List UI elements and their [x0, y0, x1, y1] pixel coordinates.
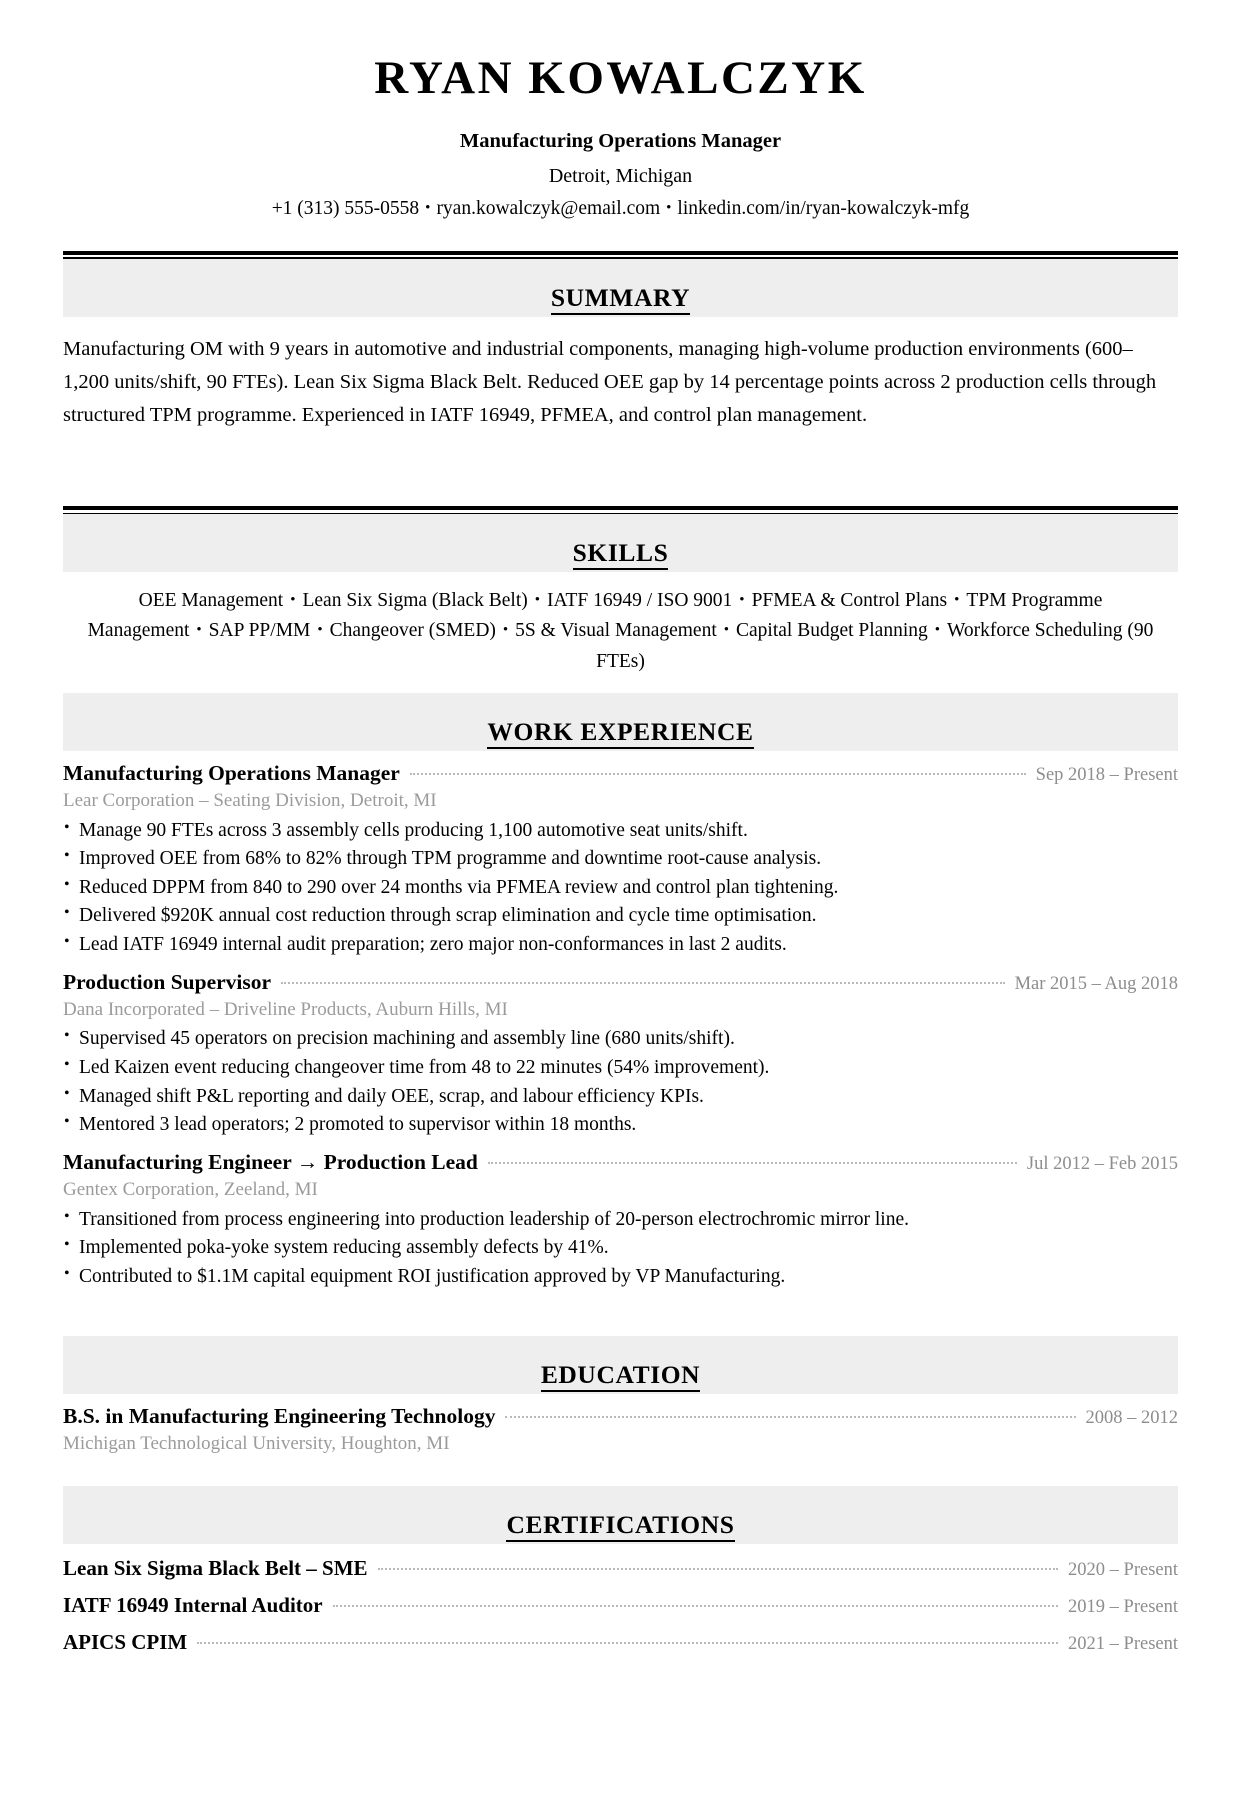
section-header-education — [63, 1336, 1178, 1394]
section-header-work — [63, 693, 1178, 751]
experience-entry — [63, 1404, 1178, 1457]
certification-row — [63, 1593, 1178, 1618]
entry-subtitle: Gentex Corporation, Zeeland, MI — [63, 1179, 318, 1201]
entry-title: Manufacturing Operations Manager — [63, 760, 400, 785]
bullet-item: • Contributed to $1.1M capital equipment ROI justification approved by VP Manufacturing. — [63, 1263, 1178, 1292]
entry-subtitle: Lear Corporation – Seating Division, Detroit, MI — [63, 789, 437, 811]
section-header-summary — [63, 259, 1178, 317]
contact-separator-icon: • — [666, 200, 672, 217]
entry-header — [63, 1150, 1178, 1175]
entry-date: Sep 2018 – Present — [1035, 764, 1178, 785]
skill-separator-icon: • — [196, 622, 202, 639]
entry-bullets — [63, 1206, 1178, 1292]
entry-date: Jul 2012 – Feb 2015 — [1026, 1154, 1178, 1175]
resume-page — [0, 52, 1241, 1806]
contact-separator-icon: • — [425, 200, 431, 217]
skill-item: PFMEA & Control Plans — [751, 590, 948, 612]
certification-row — [63, 1556, 1178, 1581]
experience-entry — [63, 970, 1178, 1140]
skill-item: Workforce Scheduling (90 FTEs) — [596, 620, 1154, 672]
bullet-item: • Manage 90 FTEs across 3 assembly cells producing 1,100 automotive seat units/shift. — [63, 817, 1178, 846]
entry-title: Production Supervisor — [63, 969, 272, 994]
certification-date: 2021 – Present — [1068, 1634, 1178, 1655]
certification-date: 2019 – Present — [1068, 1597, 1178, 1618]
skills-list — [63, 586, 1178, 677]
summary-text: Manufacturing OM with 9 years in automotive and industrial components, managing high-volume production environments (600–1,200 units/shift, 90 FTEs). Lean Six Sigma Black Belt. Reduced OEE gap by 14 percentage points across 2 production cells through structured TPM programme. Experienced in IATF 16949, PFMEA, and control plan management. — [63, 337, 1157, 426]
experience-entry — [63, 1150, 1178, 1292]
bullet-item: • Led Kaizen event reducing changeover time from 48 to 22 minutes (54% improvement). — [63, 1054, 1178, 1083]
skill-item: Changeover (SMED) — [329, 620, 496, 642]
education-entries — [63, 1404, 1178, 1457]
entry-subtitle: Michigan Technological University, Houghton, MI — [63, 1432, 450, 1454]
skill-item: IATF 16949 / ISO 9001 — [547, 590, 733, 612]
bullet-item: • Reduced DPPM from 840 to 290 over 24 months via PFMEA review and control plan tightening. — [63, 874, 1178, 903]
section-header-skills — [63, 514, 1178, 572]
entry-title: B.S. in Manufacturing Engineering Technology — [63, 1403, 496, 1428]
entry-subtitle: Dana Incorporated – Driveline Products, Auburn Hills, MI — [63, 998, 508, 1020]
experience-entry — [63, 761, 1178, 960]
skill-separator-icon: • — [723, 622, 730, 639]
bullet-item: • Mentored 3 lead operators; 2 promoted to supervisor within 18 months. — [63, 1111, 1178, 1140]
skill-item: 5S & Visual Management — [515, 620, 717, 642]
skill-item: Lean Six Sigma (Black Belt) — [302, 590, 528, 612]
candidate-name: RYAN KOWALCZYK — [374, 52, 867, 104]
entry-title: Manufacturing Engineer → Production Lead — [63, 1150, 478, 1175]
work-entries — [63, 761, 1178, 1292]
certification-name: Lean Six Sigma Black Belt – SME — [63, 1556, 368, 1581]
entry-date: 2008 – 2012 — [1085, 1407, 1178, 1428]
dotted-leader — [378, 1567, 1059, 1570]
bullet-item: • Lead IATF 16949 internal audit preparation; zero major non-conformances in last 2 audits. — [63, 931, 1178, 960]
bullet-item: • Improved OEE from 68% to 82% through TPM programme and downtime root-cause analysis. — [63, 845, 1178, 874]
section-title-work: WORK EXPERIENCE — [487, 717, 753, 749]
skill-item: Capital Budget Planning — [736, 620, 928, 642]
candidate-headline: Manufacturing Operations Manager — [459, 129, 782, 152]
dotted-leader — [197, 1641, 1058, 1644]
contact-email[interactable]: ryan.kowalczyk@email.com — [436, 198, 661, 220]
contact-linkedin[interactable]: linkedin.com/in/ryan-kowalczyk-mfg — [677, 198, 970, 220]
bullet-item: • Implemented poka-yoke system reducing assembly defects by 41%. — [63, 1234, 1178, 1263]
contact-line — [63, 197, 1178, 220]
entry-header — [63, 970, 1178, 995]
skill-separator-icon: • — [290, 592, 296, 609]
dotted-leader — [281, 981, 1005, 984]
entry-bullets — [63, 1025, 1178, 1140]
skill-item: TPM Programme Management — [87, 590, 1103, 642]
dotted-leader — [410, 772, 1026, 775]
bullet-item: • Transitioned from process engineering into production leadership of 20-person electrochromic mirror line. — [63, 1206, 1178, 1235]
certification-row — [63, 1630, 1178, 1655]
summary-divider — [63, 251, 1178, 259]
section-title-skills: SKILLS — [573, 538, 669, 570]
certification-entries — [63, 1556, 1178, 1655]
skill-separator-icon: • — [739, 592, 745, 609]
dotted-leader — [333, 1604, 1058, 1607]
entry-bullets — [63, 817, 1178, 960]
skill-item: OEE Management — [138, 590, 284, 612]
dotted-leader — [488, 1161, 1017, 1164]
skill-separator-icon: • — [534, 592, 541, 609]
skills-divider — [63, 506, 1178, 514]
bullet-item: • Supervised 45 operators on precision machining and assembly line (680 units/shift). — [63, 1025, 1178, 1054]
skill-separator-icon: • — [317, 622, 323, 639]
entry-header — [63, 1404, 1178, 1429]
entry-header — [63, 761, 1178, 786]
section-title-summary: SUMMARY — [551, 283, 690, 315]
bullet-item: • Delivered $920K annual cost reduction through scrap elimination and cycle time optimisation. — [63, 902, 1178, 931]
section-header-certifications — [63, 1486, 1178, 1544]
candidate-location: Detroit, Michigan — [548, 165, 693, 188]
entry-date: Mar 2015 – Aug 2018 — [1014, 973, 1178, 994]
certification-name: APICS CPIM — [63, 1630, 188, 1655]
dotted-leader — [505, 1415, 1075, 1418]
certification-name: IATF 16949 Internal Auditor — [63, 1593, 323, 1618]
bullet-item: • Managed shift P&L reporting and daily OEE, scrap, and labour efficiency KPIs. — [63, 1083, 1178, 1112]
skill-separator-icon: • — [502, 622, 509, 639]
section-title-education: EDUCATION — [541, 1360, 700, 1392]
skill-item: SAP PP/MM — [208, 620, 311, 642]
contact-phone: +1 (313) 555-0558 — [271, 198, 420, 220]
certification-date: 2020 – Present — [1068, 1560, 1178, 1581]
section-title-certifications: CERTIFICATIONS — [506, 1510, 734, 1542]
skill-separator-icon: • — [954, 592, 960, 609]
skill-separator-icon: • — [934, 622, 941, 639]
